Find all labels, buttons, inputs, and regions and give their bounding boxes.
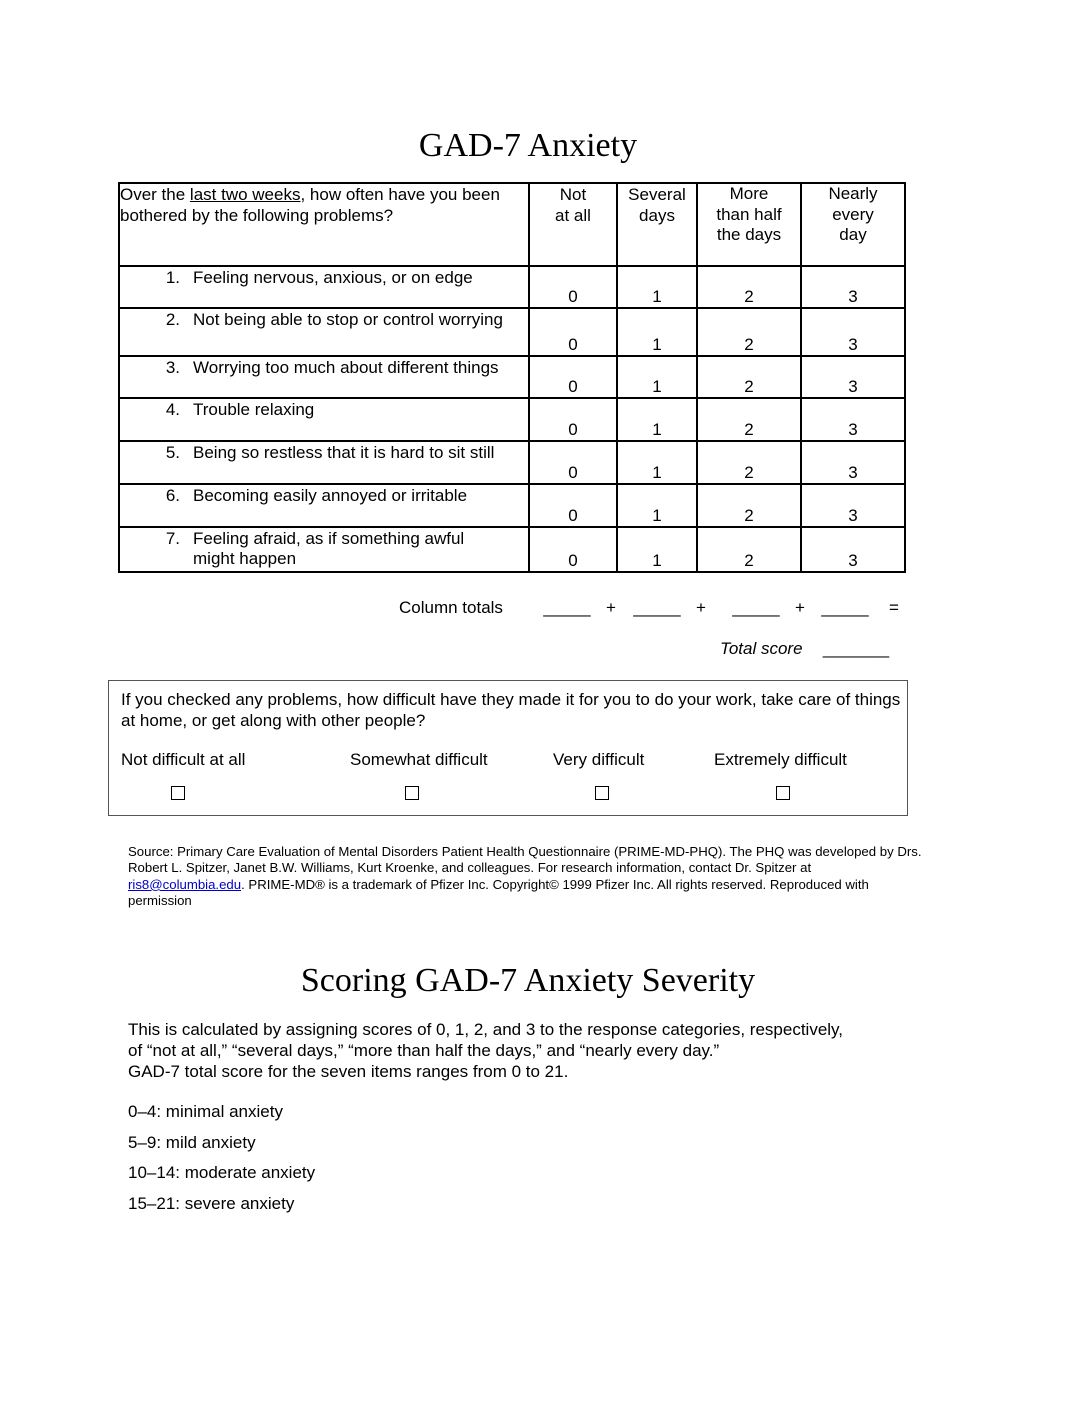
scoring-line: of “not at all,” “several days,” “more than half the days,” and “nearly every day.” — [128, 1041, 720, 1060]
item-number: 2. — [165, 310, 180, 329]
source-note — [128, 844, 928, 910]
item-number: 4. — [165, 400, 180, 419]
column-total-blank[interactable]: _____ — [543, 598, 591, 617]
column-header-line: Nearly — [828, 184, 878, 203]
question-suffix: , how often have you been bothered by the following problems? — [120, 185, 500, 225]
item-text: Trouble relaxing — [193, 400, 315, 419]
column-header-more-than-half — [697, 183, 801, 266]
score-cell[interactable]: 3 — [801, 527, 905, 572]
item-question — [119, 441, 529, 484]
severity-level: 5–9: mild anxiety — [128, 1133, 256, 1152]
item-question — [119, 266, 529, 308]
column-total-blank[interactable]: _____ — [633, 598, 681, 617]
item-text: Worrying too much about different things — [193, 358, 499, 377]
column-header-several-days — [617, 183, 697, 266]
equals-sign: = — [889, 598, 899, 617]
item-number: 1. — [165, 268, 180, 287]
item-number: 7. — [165, 529, 180, 548]
score-cell[interactable]: 2 — [697, 356, 801, 398]
item-question — [119, 308, 529, 356]
plus-sign: + — [795, 598, 805, 617]
question-header — [119, 183, 529, 266]
scoring-line: GAD-7 total score for the seven items ranges from 0 to 21. — [128, 1062, 569, 1081]
column-header-nearly-every-day — [801, 183, 905, 266]
score-cell[interactable]: 2 — [697, 527, 801, 572]
gad7-table — [118, 182, 906, 573]
item-text: Feeling afraid, as if something awful might happen — [193, 529, 465, 568]
score-cell[interactable]: 1 — [617, 484, 697, 527]
page-title: GAD-7 Anxiety — [418, 127, 638, 164]
scoring-description — [128, 1019, 948, 1082]
option-not-difficult: Not difficult at all — [121, 750, 246, 769]
score-cell[interactable]: 3 — [801, 398, 905, 441]
score-cell[interactable]: 3 — [801, 441, 905, 484]
item-question — [119, 527, 529, 572]
difficulty-question: If you checked any problems, how difficult have they made it for you to do your work, take care of things at home, or get along with other people? — [121, 690, 901, 730]
table-header-row — [119, 183, 905, 266]
total-score-label: Total score — [720, 639, 803, 658]
item-text: Becoming easily annoyed or irritable — [193, 486, 468, 505]
checkbox-very-difficult[interactable] — [595, 786, 609, 800]
column-header-line: the days — [716, 225, 782, 244]
scoring-line: This is calculated by assigning scores of 0, 1, 2, and 3 to the response categories, respectively, — [128, 1020, 844, 1039]
table-row — [119, 484, 905, 527]
column-header-line: every — [832, 204, 874, 224]
column-header-line: Not — [559, 185, 587, 204]
score-cell[interactable]: 2 — [697, 266, 801, 308]
score-cell[interactable]: 2 — [697, 441, 801, 484]
option-extremely-difficult: Extremely difficult — [714, 750, 847, 769]
item-text: Feeling nervous, anxious, or on edge — [193, 268, 473, 287]
score-cell[interactable]: 0 — [529, 484, 617, 527]
item-number: 5. — [165, 443, 180, 462]
score-cell[interactable]: 1 — [617, 527, 697, 572]
score-cell[interactable]: 1 — [617, 266, 697, 308]
difficulty-box — [108, 680, 908, 816]
item-question — [119, 484, 529, 527]
score-cell[interactable]: 3 — [801, 484, 905, 527]
item-question — [119, 398, 529, 441]
score-cell[interactable]: 1 — [617, 441, 697, 484]
item-number: 3. — [165, 358, 180, 377]
item-question — [119, 356, 529, 398]
score-cell[interactable]: 3 — [801, 356, 905, 398]
severity-level: 10–14: moderate anxiety — [128, 1163, 316, 1182]
checkbox-somewhat-difficult[interactable] — [405, 786, 419, 800]
column-header-not-at-all — [529, 183, 617, 266]
score-cell[interactable]: 0 — [529, 441, 617, 484]
score-cell[interactable]: 2 — [697, 308, 801, 356]
table-row — [119, 441, 905, 484]
item-number: 6. — [165, 486, 180, 505]
severity-level: 15–21: severe anxiety — [128, 1194, 295, 1213]
item-text: Being so restless that it is hard to sit still — [193, 443, 495, 462]
score-cell[interactable]: 3 — [801, 308, 905, 356]
plus-sign: + — [696, 598, 706, 617]
table-row — [119, 308, 905, 356]
score-cell[interactable]: 3 — [801, 266, 905, 308]
plus-sign: + — [606, 598, 616, 617]
checkbox-not-difficult[interactable] — [171, 786, 185, 800]
option-very-difficult: Very difficult — [553, 750, 645, 769]
checkbox-extremely-difficult[interactable] — [776, 786, 790, 800]
score-cell[interactable]: 0 — [529, 308, 617, 356]
table-row — [119, 266, 905, 308]
score-cell[interactable]: 0 — [529, 398, 617, 441]
table-row — [119, 398, 905, 441]
column-header-line: Several — [628, 185, 686, 204]
severity-level: 0–4: minimal anxiety — [128, 1102, 283, 1121]
email-link[interactable]: ris8@columbia.edu — [128, 876, 242, 892]
table-row — [119, 527, 905, 572]
column-header-line: days — [639, 206, 675, 225]
score-cell[interactable]: 2 — [697, 484, 801, 527]
column-header-line: More — [729, 184, 769, 203]
column-header-line: at all — [555, 206, 591, 225]
question-prefix: Over the — [120, 185, 190, 204]
score-cell[interactable]: 1 — [617, 398, 697, 441]
score-cell[interactable]: 2 — [697, 398, 801, 441]
question-underlined: last two weeks — [189, 185, 301, 204]
column-header-line: day — [839, 225, 867, 244]
option-somewhat-difficult: Somewhat difficult — [350, 750, 488, 769]
score-cell[interactable]: 1 — [617, 308, 697, 356]
total-score-blank[interactable]: _______ — [822, 639, 890, 658]
score-cell[interactable]: 0 — [529, 527, 617, 572]
item-text: Not being able to stop or control worrying — [193, 310, 503, 329]
column-totals-label: Column totals — [399, 598, 503, 617]
source-text: . PRIME-MD® is a trademark of Pfizer Inc. Copyright© 1999 Pfizer Inc. All rights reserved. Reproduced with permission — [128, 876, 869, 909]
column-total-blank[interactable]: _____ — [732, 598, 780, 617]
source-text: Source: Primary Care Evaluation of Mental Disorders Patient Health Questionnaire (PRIME-MD-PHQ). The PHQ was developed by Drs. Robert L. Spitzer, Janet B.W. Williams, Kurt Kroenke, and colleagues. For research information, contact Dr. Spitzer at — [128, 844, 922, 876]
column-header-line: than half — [716, 204, 782, 224]
score-cell[interactable]: 0 — [529, 356, 617, 398]
score-cell[interactable]: 0 — [529, 266, 617, 308]
score-cell[interactable]: 1 — [617, 356, 697, 398]
column-total-blank[interactable]: _____ — [821, 598, 869, 617]
table-row — [119, 356, 905, 398]
scoring-title: Scoring GAD-7 Anxiety Severity — [300, 962, 756, 999]
